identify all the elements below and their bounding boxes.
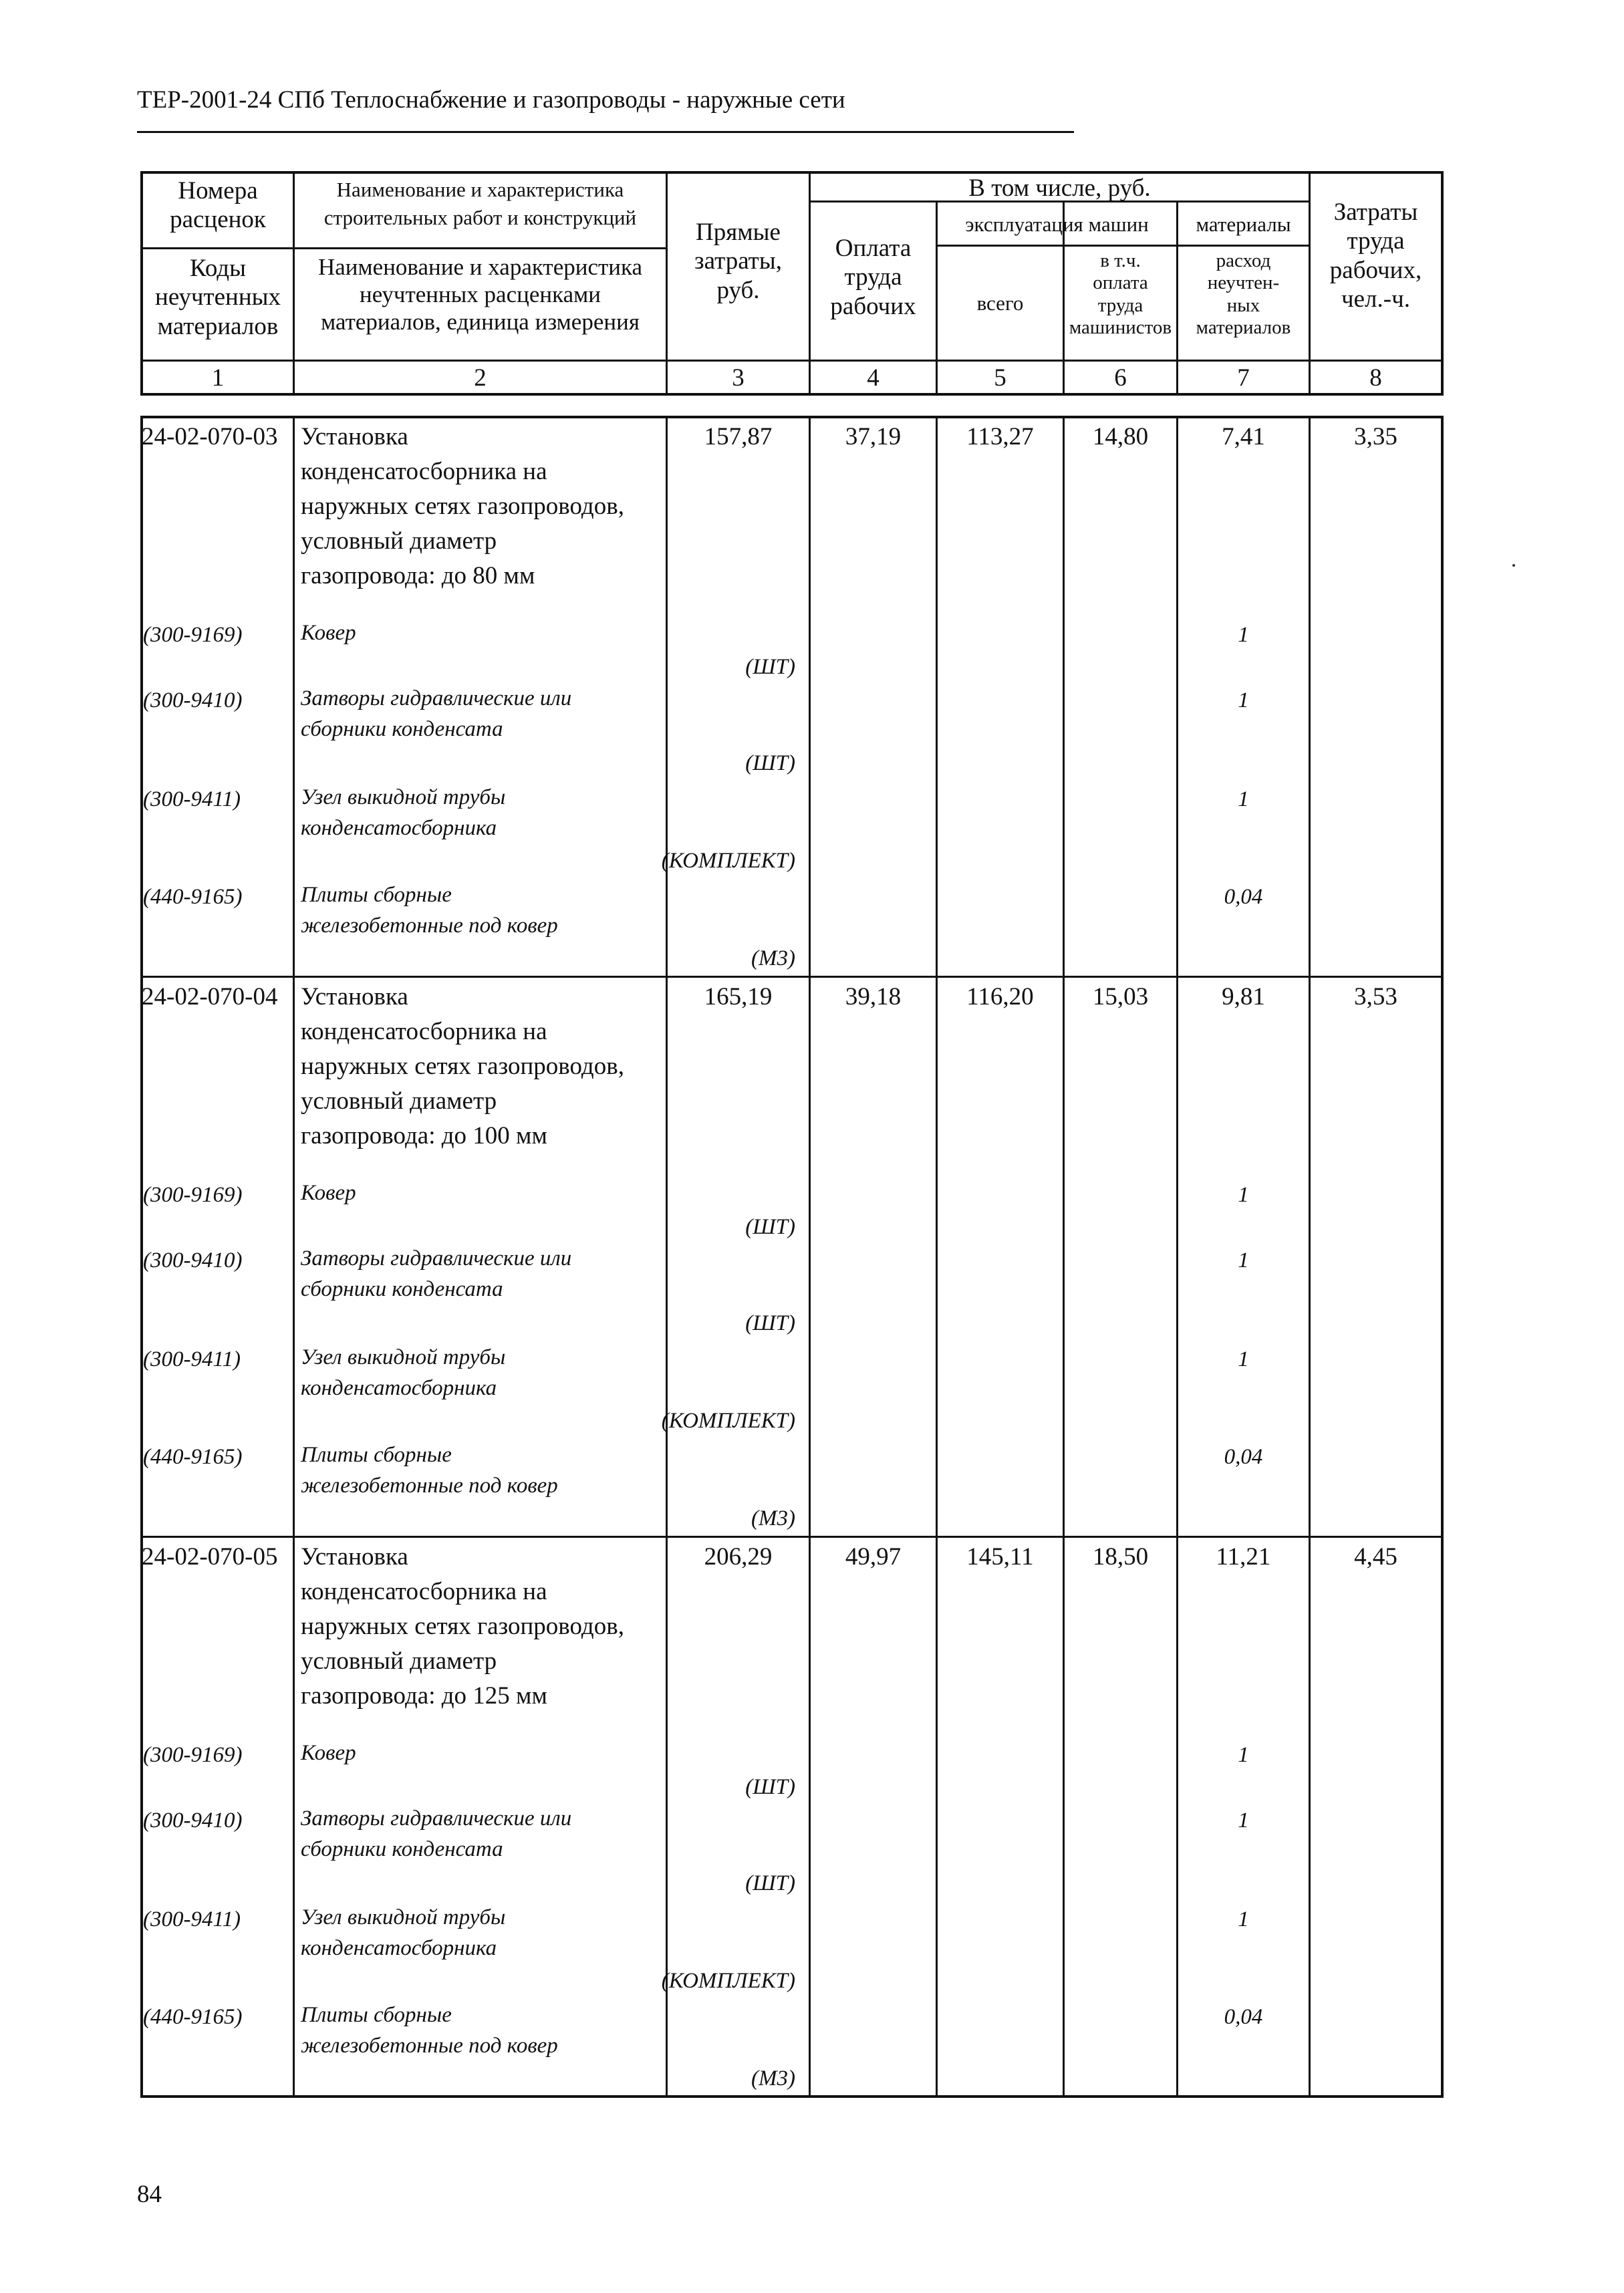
material-unit: (ШТ) [745,655,795,679]
rate-name: Установка конденсатосборника на наружных сетях газопроводов, условный диаметр газопровода: до 100 мм [301,983,624,1150]
col2-bottom-heading: Наименование и характеристика неучтенных расценками материалов, единица измерения [317,254,643,335]
material-code: (300-9410) [143,1808,243,1833]
material-unit: (КОМПЛЕКТ) [661,849,795,873]
labor-cost: 49,97 [845,1543,902,1571]
material-code: (440-9165) [143,885,243,909]
material-qty: 1 [1238,1907,1249,1931]
col-number: 4 [867,364,879,392]
material-qty: 1 [1238,688,1249,712]
rate-code: 24-02-070-03 [142,423,278,450]
col4-heading: Оплата труда рабочих [830,235,916,320]
page-number: 84 [137,2181,162,2208]
material-code: (300-9169) [143,623,243,647]
material-unit: (ШТ) [745,1311,795,1335]
col-number: 6 [1114,364,1127,392]
material-code: (300-9411) [143,787,241,811]
col-number: 3 [732,364,745,392]
breakdown-heading: В том числе, руб. [968,174,1151,202]
material-name: Затворы гидравлические или сборники конденсата [301,686,572,741]
machines-cost: 116,20 [966,983,1034,1010]
title-rule [137,131,1074,133]
header-bottom-border [140,393,1444,396]
material-code: (300-9410) [143,1248,243,1272]
material-name: Плиты сборные железобетонные под ковер [301,1443,558,1498]
material-name: Плиты сборные железобетонные под ковер [301,883,558,938]
table-row [140,976,1444,1536]
col8-heading: Затраты труда рабочих, чел.-ч. [1329,198,1422,313]
material-qty: 0,04 [1224,885,1263,909]
material-name: Узел выкидной трубы конденсатосборника [301,1345,506,1400]
labor-hours: 4,45 [1354,1543,1397,1571]
machinists-cost: 14,80 [1092,423,1149,450]
material-unit: (М3) [751,1506,795,1530]
material-code: (300-9411) [143,1347,241,1371]
col-number: 2 [474,364,487,392]
col-number: 5 [994,364,1006,392]
machines-heading: эксплуатация машин [965,213,1149,236]
col7-heading: расход неучтен- ных материалов [1196,250,1291,339]
material-qty: 1 [1238,787,1249,811]
col1-bottom-heading: Коды неучтенных материалов [155,255,281,340]
table-row [140,1536,1444,2096]
machinists-cost: 15,03 [1092,983,1149,1010]
rate-code: 24-02-070-05 [142,1543,278,1571]
scan-speck [1512,564,1515,567]
material-name: Узел выкидной трубы конденсатосборника [301,1905,506,1960]
direct-cost: 206,29 [704,1543,773,1571]
material-qty: 1 [1238,1248,1249,1272]
materials-cost: 9,81 [1222,983,1265,1010]
machinists-cost: 18,50 [1092,1543,1149,1571]
material-qty: 0,04 [1224,2005,1263,2029]
material-code: (440-9165) [143,1445,243,1469]
material-qty: 1 [1238,1743,1249,1767]
labor-hours: 3,53 [1354,983,1397,1010]
material-code: (300-9169) [143,1743,243,1767]
materials-cost: 7,41 [1222,423,1265,450]
labor-hours: 3,35 [1354,423,1397,450]
header-right-border [1441,171,1444,396]
materials-cost: 11,21 [1216,1543,1271,1571]
material-unit: (ШТ) [745,1871,795,1895]
col1-top-heading: Номера расценок [170,177,266,234]
material-name: Затворы гидравлические или сборники конденсата [301,1806,572,1861]
col6-heading: в т.ч. оплата труда машинистов [1069,250,1172,339]
col3-heading: Прямые затраты, руб. [694,219,782,304]
material-code: (300-9410) [143,688,243,712]
direct-cost: 165,19 [704,983,773,1010]
material-qty: 1 [1238,1808,1249,1833]
material-unit: (КОМПЛЕКТ) [661,1409,795,1433]
material-name: Ковер [301,1741,356,1765]
material-code: (300-9411) [143,1907,241,1931]
table-header [140,171,1444,396]
material-name: Плиты сборные железобетонные под ковер [301,2003,558,2058]
material-qty: 0,04 [1224,1445,1263,1469]
material-name: Ковер [301,1181,356,1205]
col-number: 7 [1237,364,1250,392]
rate-code: 24-02-070-04 [142,983,278,1010]
material-qty: 1 [1238,1347,1249,1371]
material-name: Затворы гидравлические или сборники конденсата [301,1246,572,1301]
material-unit: (ШТ) [745,1775,795,1799]
material-code: (300-9169) [143,1183,243,1207]
col2-top-heading: Наименование и характеристика строительных работ и конструкций [323,178,637,229]
col-number: 8 [1369,364,1382,392]
rate-name: Установка конденсатосборника на наружных сетях газопроводов, условный диаметр газопровода: до 80 мм [301,423,624,589]
rate-name: Установка конденсатосборника на наружных сетях газопроводов, условный диаметр газопровода: до 125 мм [301,1543,624,1710]
material-unit: (М3) [751,2066,795,2090]
material-name: Узел выкидной трубы конденсатосборника [301,785,506,840]
material-unit: (ШТ) [745,751,795,775]
material-code: (440-9165) [143,2005,243,2029]
col-number: 1 [211,364,225,392]
material-qty: 1 [1238,623,1249,647]
labor-cost: 39,18 [845,983,902,1010]
material-unit: (КОМПЛЕКТ) [661,1969,795,1993]
machines-cost: 113,27 [966,423,1034,450]
material-unit: (М3) [751,946,795,970]
col5-heading: всего [976,291,1024,315]
table-row [140,416,1444,976]
material-qty: 1 [1238,1183,1249,1207]
material-name: Ковер [301,621,356,645]
material-unit: (ШТ) [745,1215,795,1239]
rates-table [140,416,1444,2098]
direct-cost: 157,87 [704,423,773,450]
materials-heading: материалы [1196,213,1291,236]
labor-cost: 37,19 [845,423,902,450]
page-title: ТЕР-2001-24 СПб Теплоснабжение и газопроводы - наружные сети [137,86,845,114]
machines-cost: 145,11 [966,1543,1034,1571]
